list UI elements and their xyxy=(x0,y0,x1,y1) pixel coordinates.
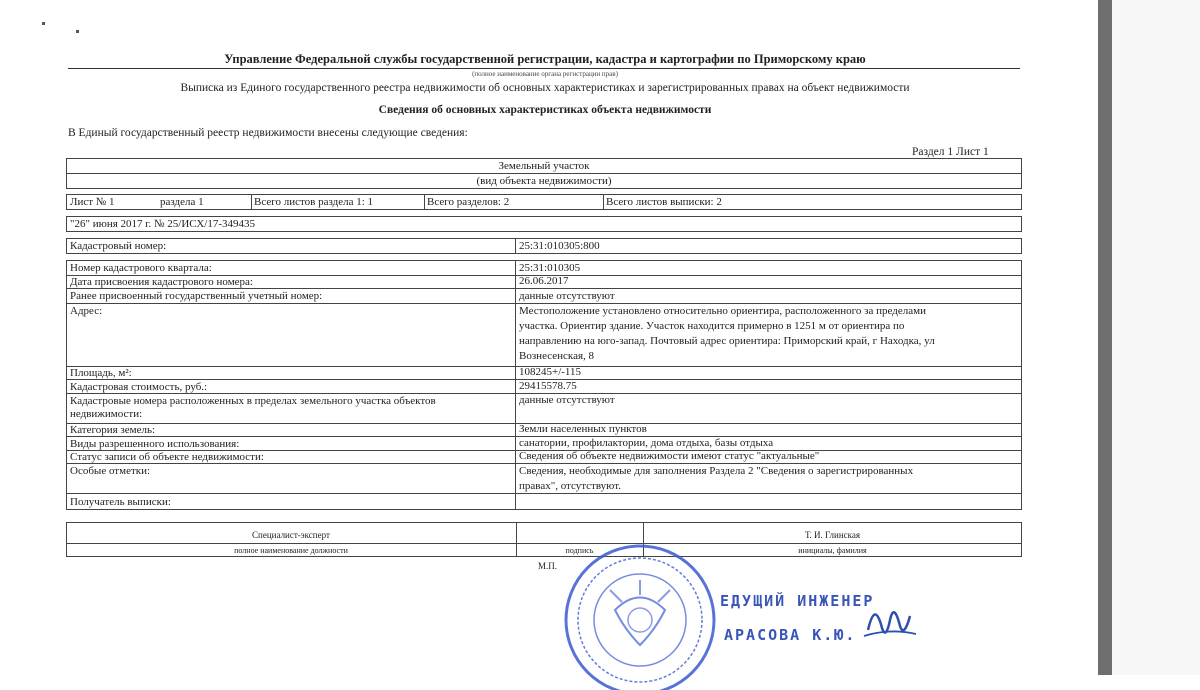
row-value: Сведения, необходимые для заполнения Раздела 2 "Сведения о зарегистрированных xyxy=(519,465,914,477)
cadastral-label: Кадастровый номер: xyxy=(70,240,167,252)
row-label: Ранее присвоенный государственный учетный номер: xyxy=(70,290,323,302)
divider xyxy=(251,194,252,210)
row-value: 108245+/-115 xyxy=(519,366,582,378)
row-value: данные отсутствуют xyxy=(519,290,615,302)
address-line: Вознесенская, 8 xyxy=(519,350,595,362)
extract-title: Выписка из Единого государственного реестра недвижимости об основных характеристиках и зарегистрированных правах на объект недвижимости xyxy=(180,82,910,94)
row-value: данные отсутствуют xyxy=(519,394,615,406)
sheet-number: Лист № 1 xyxy=(70,196,115,208)
agency-underline xyxy=(68,68,1020,69)
row-label: Дата присвоения кадастрового номера: xyxy=(70,276,253,288)
row-label: Номер кадастрового квартала: xyxy=(70,262,212,274)
row-value: санатории, профилактории, дома отдыха, базы отдыха xyxy=(519,437,774,449)
background-strip xyxy=(1112,0,1200,675)
row-label: Категория земель: xyxy=(70,424,156,436)
stamp-title: ЕДУЩИЙ ИНЖЕНЕР xyxy=(720,592,875,610)
address-line: Местоположение установлено относительно ориентира, расположенного за пределами xyxy=(519,305,926,317)
row-label: Адрес: xyxy=(70,305,103,317)
divider xyxy=(424,194,425,210)
row-label: недвижимости: xyxy=(70,408,143,420)
cadastral-value: 25:31:010305:800 xyxy=(519,240,600,252)
scan-speck xyxy=(42,22,45,25)
name-note: инициалы, фамилия xyxy=(798,546,867,555)
stamp-name: АРАСОВА К.Ю. xyxy=(724,626,857,644)
sheet-info-row xyxy=(66,194,1022,210)
row-value: Земли населенных пунктов xyxy=(519,423,647,435)
row-label: Особые отметки: xyxy=(70,465,151,477)
row-label: Получатель выписки: xyxy=(70,496,171,508)
row-label: Площадь, м²: xyxy=(70,367,132,379)
divider xyxy=(603,194,604,210)
extract-sheets: Всего листов выписки: 2 xyxy=(606,196,722,208)
scan-border xyxy=(1098,0,1112,675)
address-line: направлению на юго-запад. Почтовый адрес ориентира: Приморский край, г Находка, ул xyxy=(519,335,935,347)
row-label: Кадастровые номера расположенных в пределах земельного участка объектов xyxy=(70,395,436,407)
section-sheets: Всего листов раздела 1: 1 xyxy=(254,196,374,208)
divider xyxy=(515,238,516,254)
object-type: Земельный участок xyxy=(498,160,590,172)
row-value: Сведения об объекте недвижимости имеют статус "актуальные" xyxy=(519,450,820,462)
position-note: полное наименование должности xyxy=(234,546,348,555)
intro-text: В Единый государственный реестр недвижимости внесены следующие сведения: xyxy=(68,127,468,139)
row-value: 26.06.2017 xyxy=(519,275,569,287)
column-divider xyxy=(515,260,516,510)
signer-position: Специалист-эксперт xyxy=(252,530,330,540)
info-title: Сведения об основных характеристиках объекта недвижимости xyxy=(378,104,712,116)
address-line: участка. Ориентир здание. Участок находится примерно в 1251 м от ориентира по xyxy=(519,320,905,332)
agency-name: Управление Федеральной службы государственной регистрации, кадастра и картографии по Приморскому краю xyxy=(224,52,866,66)
signature-note: подпись xyxy=(565,546,594,555)
agency-note: (полное наименование органа регистрации прав) xyxy=(472,70,618,78)
row-label: Статус записи об объекте недвижимости: xyxy=(70,451,264,463)
row-label: Виды разрешенного использования: xyxy=(70,438,240,450)
signer-name: Т. И. Глинская xyxy=(804,530,861,540)
official-seal xyxy=(560,540,720,690)
object-type-note: (вид объекта недвижимости) xyxy=(476,175,612,187)
handwritten-signature xyxy=(860,590,920,650)
row-value: 25:31:010305 xyxy=(519,262,581,274)
date-number: "26" июня 2017 г. № 25/ИСХ/17-349435 xyxy=(70,218,256,230)
section-number: раздела 1 xyxy=(160,196,204,208)
scan-speck xyxy=(76,30,79,33)
row-label: Кадастровая стоимость, руб.: xyxy=(70,381,208,393)
mp-label: М.П. xyxy=(538,561,558,571)
row-value: 29415578.75 xyxy=(519,380,577,392)
sections-total: Всего разделов: 2 xyxy=(427,196,510,208)
section-label: Раздел 1 Лист 1 xyxy=(912,146,989,158)
row-value: правах", отсутствуют. xyxy=(519,480,621,492)
